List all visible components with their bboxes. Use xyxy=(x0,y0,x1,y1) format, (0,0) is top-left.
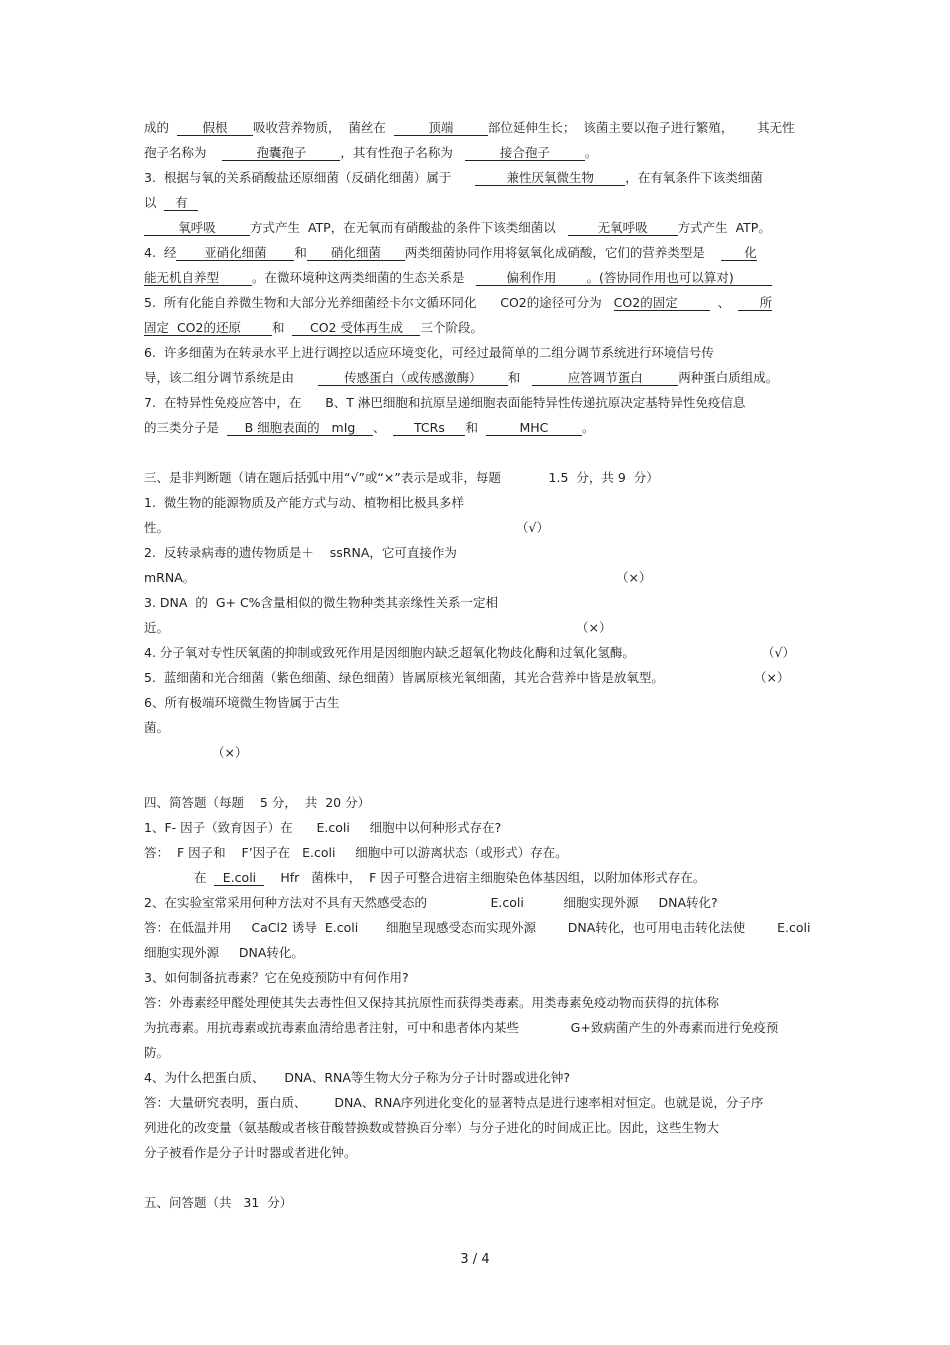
section-title-judge: 三、是非判断题（请在题后括弧中用“√”或“×”表示是或非，每题 1.5 分，共 9 分） xyxy=(144,470,659,485)
fill-line-12: 7. 在特异性免疫应答中，在 B、T 淋巴细胞和抗原呈递细胞表面能特异性传递抗原决定基特异性免疫信息 xyxy=(144,395,746,410)
text: 4. 经 xyxy=(144,245,177,260)
text: 孢子名称为 xyxy=(144,145,207,160)
text: 的三类分子是 xyxy=(144,420,220,435)
text: 和 xyxy=(465,420,478,435)
answer-blank: 亚硝化细菌 xyxy=(176,245,294,261)
underlined-term: E.coli xyxy=(214,870,264,886)
judge-q6-cont: 菌。 xyxy=(144,720,170,735)
short-q3: 3、如何制备抗毒素？它在免疫预防中有何作用? xyxy=(144,970,409,985)
answer-blank: 接合孢子 xyxy=(465,145,585,161)
text: 成的 xyxy=(144,120,170,135)
judge-q2-mark: （×） xyxy=(616,570,652,585)
answer-blank: 传感蛋白（或传感激酶） xyxy=(318,370,508,386)
short-a4-end: 分子被看作是分子计时器或者进化钟。 xyxy=(144,1145,357,1160)
text: 5. 所有化能自养微生物和大部分光养细菌经卡尔文循环同化 xyxy=(144,295,477,310)
judge-q5-mark: （×） xyxy=(754,670,790,685)
text: 方式产生 ATP。 xyxy=(677,220,771,235)
judge-q4: 4. 分子氧对专性厌氧菌的抑制或致死作用是因细胞内缺乏超氧化物歧化酶和过氧化氢酶。 xyxy=(144,645,635,660)
fill-line-7 xyxy=(144,270,772,286)
text: 导，该二组分调节系统是由 xyxy=(144,370,295,385)
short-a3-end: 防。 xyxy=(144,1045,170,1060)
answer-blank: 所 xyxy=(738,295,772,311)
fill-line-13 xyxy=(144,420,594,436)
text: 、 xyxy=(372,420,386,435)
text: 两类细菌协同作用将氨氧化成硝酸，它们的营养类型是 xyxy=(404,245,705,260)
answer-blank: 应答调节蛋白 xyxy=(532,370,678,386)
answer-blank: 。(答协同作用也可以算对) xyxy=(586,270,772,286)
text: ，在有氧条件下该类细菌 xyxy=(625,170,763,185)
answer-blank: 假根 xyxy=(177,120,253,136)
fill-line-2 xyxy=(144,145,597,161)
short-a3-cont: 为抗毒素。用抗毒素或抗毒素血清给患者注射，可中和患者体内某些 G+致病菌产生的外毒素而进行免疫预 xyxy=(144,1020,779,1035)
judge-q2-cont: mRNA。 xyxy=(144,570,196,585)
judge-q1-cont: 性。 xyxy=(144,520,170,535)
text: 部位延伸生长； 该菌主要以孢子进行繁殖， 其无性 xyxy=(487,120,795,135)
text: 以 xyxy=(144,195,157,210)
fill-line-4 xyxy=(144,195,198,211)
short-a4-cont: 列进化的改变量（氨基酸或者核苷酸替换数或替换百分率）与分子进化的时间成正比。因此，这些生物大 xyxy=(144,1120,720,1135)
text: 和 xyxy=(272,320,285,335)
judge-q6-mark: （×） xyxy=(212,745,248,760)
answer-blank: MHC xyxy=(486,420,582,436)
text: 和 xyxy=(294,245,307,260)
fill-line-8 xyxy=(144,295,772,311)
judge-q3-mark: （×） xyxy=(576,620,612,635)
text: 、 xyxy=(717,295,731,310)
answer-blank: 固定 CO2的还原 xyxy=(144,320,272,336)
text: 3. 根据与氧的关系硝酸盐还原细菌（反硝化细菌）属于 xyxy=(144,170,452,185)
text: 。 xyxy=(581,420,595,435)
short-a1: 答： F 因子和 F’因子在 E.coli 细胞中可以游离状态（或形式）存在。 xyxy=(144,845,568,860)
fill-line-6 xyxy=(144,245,757,261)
fill-line-11 xyxy=(144,370,778,386)
judge-q3-cont: 近。 xyxy=(144,620,170,635)
short-q1: 1、F- 因子（致育因子）在 E.coli 细胞中以何种形式存在? xyxy=(144,820,502,835)
short-q4: 4、为什么把蛋白质、 DNA、RNA等生物大分子称为分子计时器或进化钟? xyxy=(144,1070,571,1085)
fill-line-5 xyxy=(144,220,771,236)
short-a1-cont xyxy=(194,870,705,886)
text: 三个阶段。 xyxy=(420,320,483,335)
judge-q5: 5. 蓝细菌和光合细菌（紫色细菌、绿色细菌）皆属原核光氧细菌，其光合营养中皆是放氧型。 xyxy=(144,670,664,685)
short-a4: 答：大量研究表明，蛋白质、 DNA、RNA序列进化变化的显著特点是进行速率相对恒定。也就是说，分子序 xyxy=(144,1095,764,1110)
fill-line-1 xyxy=(144,120,795,136)
section-title-qa: 五、问答题（共 31 分） xyxy=(144,1195,293,1210)
answer-blank: 硝化细菌 xyxy=(307,245,405,261)
answer-blank: CO2的固定 xyxy=(614,295,710,311)
judge-q2: 2. 反转录病毒的遗传物质是＋ ssRNA，它可直接作为 xyxy=(144,545,457,560)
text: 和 xyxy=(507,370,521,385)
answer-blank: TCRs xyxy=(393,420,465,436)
page-number: 3 / 4 xyxy=(460,1252,490,1267)
text: 方式产生 ATP，在无氧而有硝酸盐的条件下该类细菌以 xyxy=(250,220,556,235)
section-title-short: 四、简答题（每题 5 分， 共 20 分） xyxy=(144,795,371,810)
fill-line-10: 6. 许多细菌为在转录水平上进行调控以适应环境变化，可经过最简单的二组分调节系统进行环境信号传 xyxy=(144,345,714,360)
text: 。 xyxy=(584,145,598,160)
judge-q1: 1. 微生物的能源物质及产能方式与动、植物相比极具多样 xyxy=(144,495,464,510)
short-q2: 2、在实验室常采用何种方法对不具有天然感受态的 E.coli 细胞实现外源 DNA转化? xyxy=(144,895,718,910)
text: 。在微环境种这两类细菌的生态关系是 xyxy=(252,270,465,285)
text: 两种蛋白质组成。 xyxy=(678,370,779,385)
answer-blank: 兼性厌氧微生物 xyxy=(475,170,625,186)
judge-q4-mark: （√） xyxy=(762,645,795,660)
answer-blank: 氧呼吸 xyxy=(144,220,250,236)
text: 在 xyxy=(194,870,207,885)
text: Hfr 菌株中， F 因子可整合进宿主细胞染色体基因组，以附加体形式存在。 xyxy=(264,870,706,885)
answer-blank: 孢囊孢子 xyxy=(222,145,340,161)
short-a3: 答：外毒素经甲醛处理使其失去毒性但又保持其抗原性而获得类毒素。用类毒素免疫动物而获得的抗体称 xyxy=(144,995,720,1010)
text: CO2的途径可分为 xyxy=(500,295,602,310)
judge-q1-mark: （√） xyxy=(516,520,549,535)
answer-blank: 顶端 xyxy=(394,120,488,136)
answer-blank: 化 xyxy=(721,245,757,261)
short-a2: 答：在低温并用 CaCl2 诱导 E.coli 细胞呈现感受态而实现外源 DNA转化，也可用电击转化法使 E.coli xyxy=(144,920,811,935)
fill-line-3 xyxy=(144,170,763,186)
answer-blank: 无氧呼吸 xyxy=(568,220,678,236)
answer-blank: B 细胞表面的 mIg xyxy=(227,420,373,436)
text: ，其有性孢子名称为 xyxy=(340,145,453,160)
judge-q6: 6、所有极端环境微生物皆属于古生 xyxy=(144,695,340,710)
answer-blank: 能无机自养型 xyxy=(144,270,252,286)
text: 吸收营养物质， 菌丝在 xyxy=(252,120,386,135)
fill-line-9 xyxy=(144,320,483,336)
answer-blank: CO2 受体再生成 xyxy=(292,320,420,336)
judge-q3: 3. DNA 的 G+ C%含量相似的微生物种类其亲缘性关系一定相 xyxy=(144,595,499,610)
answer-blank: 有 xyxy=(164,195,198,211)
answer-blank: 偏利作用 xyxy=(476,270,586,286)
short-a2-cont: 细胞实现外源 DNA转化。 xyxy=(144,945,304,960)
